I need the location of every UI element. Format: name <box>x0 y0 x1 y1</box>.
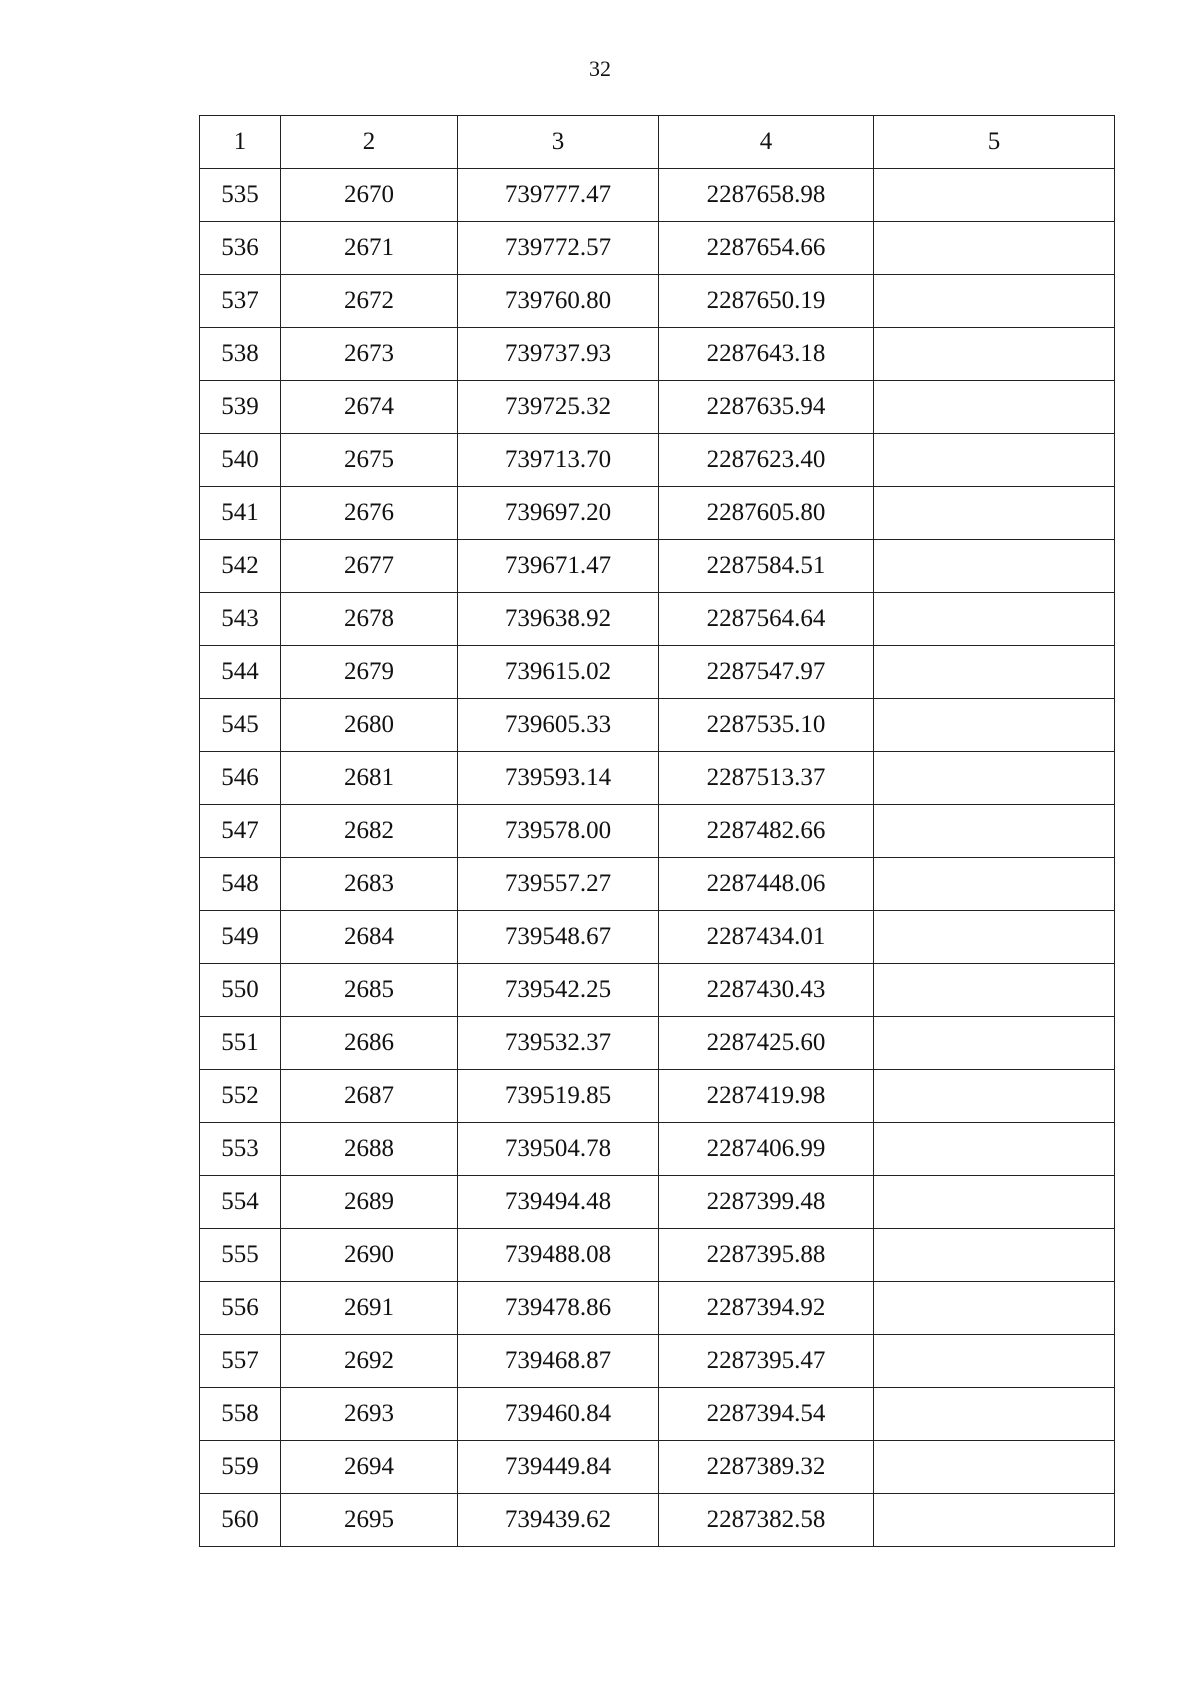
table-row <box>200 646 1115 699</box>
table-cell: 2287406.99 <box>659 1123 874 1176</box>
table-cell: 739737.93 <box>458 328 659 381</box>
table-cell: 739557.27 <box>458 858 659 911</box>
table-cell: 2287395.47 <box>659 1335 874 1388</box>
table-cell: 535 <box>200 169 281 222</box>
table-cell <box>874 964 1115 1017</box>
table-cell: 2287382.58 <box>659 1494 874 1547</box>
table-cell: 545 <box>200 699 281 752</box>
table-cell: 536 <box>200 222 281 275</box>
table-cell: 2682 <box>281 805 458 858</box>
table-cell: 739578.00 <box>458 805 659 858</box>
table-cell: 2287535.10 <box>659 699 874 752</box>
table-cell: 2670 <box>281 169 458 222</box>
table-cell: 552 <box>200 1070 281 1123</box>
table-cell: 2672 <box>281 275 458 328</box>
table-cell: 739593.14 <box>458 752 659 805</box>
table-cell: 541 <box>200 487 281 540</box>
table-cell <box>874 1282 1115 1335</box>
table-cell: 2287394.92 <box>659 1282 874 1335</box>
table-cell: 2681 <box>281 752 458 805</box>
header-row <box>200 116 1115 169</box>
table-cell: 558 <box>200 1388 281 1441</box>
table-row <box>200 1335 1115 1388</box>
table-cell: 2671 <box>281 222 458 275</box>
table-cell: 2689 <box>281 1176 458 1229</box>
table-cell: 537 <box>200 275 281 328</box>
table-row <box>200 1282 1115 1335</box>
table-cell: 540 <box>200 434 281 487</box>
table-row <box>200 1388 1115 1441</box>
table-cell <box>874 1494 1115 1547</box>
table-cell: 555 <box>200 1229 281 1282</box>
table-cell: 739772.57 <box>458 222 659 275</box>
table-cell: 739725.32 <box>458 381 659 434</box>
table-cell: 2690 <box>281 1229 458 1282</box>
table-cell: 2287482.66 <box>659 805 874 858</box>
table-cell: 2287419.98 <box>659 1070 874 1123</box>
table-cell: 739697.20 <box>458 487 659 540</box>
table-row <box>200 540 1115 593</box>
table-cell: 2287448.06 <box>659 858 874 911</box>
table-row <box>200 1123 1115 1176</box>
table-cell <box>874 328 1115 381</box>
table-cell: 2692 <box>281 1335 458 1388</box>
table-cell <box>874 752 1115 805</box>
table-cell: 2678 <box>281 593 458 646</box>
table-cell: 2674 <box>281 381 458 434</box>
table-cell: 2675 <box>281 434 458 487</box>
table-cell <box>874 1388 1115 1441</box>
table-cell: 739478.86 <box>458 1282 659 1335</box>
table-row <box>200 169 1115 222</box>
header-cell-1: 1 <box>200 116 281 169</box>
table-cell: 2694 <box>281 1441 458 1494</box>
table-cell: 2287434.01 <box>659 911 874 964</box>
table-cell: 2287399.48 <box>659 1176 874 1229</box>
table-cell <box>874 699 1115 752</box>
table-row <box>200 964 1115 1017</box>
table-cell: 739488.08 <box>458 1229 659 1282</box>
table-cell: 556 <box>200 1282 281 1335</box>
table-cell: 551 <box>200 1017 281 1070</box>
table-cell: 2685 <box>281 964 458 1017</box>
table-row <box>200 222 1115 275</box>
table-cell: 548 <box>200 858 281 911</box>
table-cell <box>874 381 1115 434</box>
table-cell: 2287394.54 <box>659 1388 874 1441</box>
table-row <box>200 1017 1115 1070</box>
table-row <box>200 328 1115 381</box>
table-cell: 739542.25 <box>458 964 659 1017</box>
table-cell <box>874 540 1115 593</box>
table-cell: 544 <box>200 646 281 699</box>
table-cell: 554 <box>200 1176 281 1229</box>
table-cell <box>874 1441 1115 1494</box>
table-body <box>200 169 1115 1547</box>
table-cell: 739671.47 <box>458 540 659 593</box>
table-cell: 547 <box>200 805 281 858</box>
table-cell: 2287605.80 <box>659 487 874 540</box>
table-row <box>200 1070 1115 1123</box>
table-row <box>200 911 1115 964</box>
table-cell: 2688 <box>281 1123 458 1176</box>
table-cell: 2683 <box>281 858 458 911</box>
table-cell <box>874 1017 1115 1070</box>
table-cell <box>874 805 1115 858</box>
table-cell: 739504.78 <box>458 1123 659 1176</box>
table-cell <box>874 1070 1115 1123</box>
table-cell: 2287643.18 <box>659 328 874 381</box>
table-cell: 739777.47 <box>458 169 659 222</box>
table-cell: 2287584.51 <box>659 540 874 593</box>
table-cell: 2287623.40 <box>659 434 874 487</box>
table-cell: 2287395.88 <box>659 1229 874 1282</box>
table-cell: 538 <box>200 328 281 381</box>
table-cell: 739548.67 <box>458 911 659 964</box>
table-row <box>200 1494 1115 1547</box>
table-cell: 2287654.66 <box>659 222 874 275</box>
table-cell: 549 <box>200 911 281 964</box>
table-row <box>200 699 1115 752</box>
table-cell: 2287389.32 <box>659 1441 874 1494</box>
table-cell: 739605.33 <box>458 699 659 752</box>
table-cell <box>874 911 1115 964</box>
table-cell: 2693 <box>281 1388 458 1441</box>
table-cell: 739439.62 <box>458 1494 659 1547</box>
table-cell: 2680 <box>281 699 458 752</box>
table-cell: 550 <box>200 964 281 1017</box>
table-cell <box>874 1335 1115 1388</box>
table-cell: 553 <box>200 1123 281 1176</box>
table-cell: 546 <box>200 752 281 805</box>
table-cell: 2679 <box>281 646 458 699</box>
table-cell: 560 <box>200 1494 281 1547</box>
table-row <box>200 1229 1115 1282</box>
table-cell: 739615.02 <box>458 646 659 699</box>
table-cell <box>874 646 1115 699</box>
table-row <box>200 1441 1115 1494</box>
table-cell: 2287430.43 <box>659 964 874 1017</box>
table-cell: 543 <box>200 593 281 646</box>
table-row <box>200 487 1115 540</box>
table-row <box>200 1176 1115 1229</box>
header-cell-3: 3 <box>458 116 659 169</box>
table-row <box>200 858 1115 911</box>
table-cell: 2287547.97 <box>659 646 874 699</box>
table-cell: 739638.92 <box>458 593 659 646</box>
table-cell: 539 <box>200 381 281 434</box>
table-cell: 2287635.94 <box>659 381 874 434</box>
table-cell: 2684 <box>281 911 458 964</box>
header-cell-2: 2 <box>281 116 458 169</box>
table-cell: 739494.48 <box>458 1176 659 1229</box>
table-cell <box>874 434 1115 487</box>
table-row <box>200 381 1115 434</box>
table-cell <box>874 169 1115 222</box>
coordinates-table <box>199 115 1115 1547</box>
table-cell: 2691 <box>281 1282 458 1335</box>
table-cell: 559 <box>200 1441 281 1494</box>
table-row <box>200 805 1115 858</box>
table-row <box>200 275 1115 328</box>
table-cell <box>874 275 1115 328</box>
table-cell <box>874 1229 1115 1282</box>
table-cell: 2677 <box>281 540 458 593</box>
table-header <box>200 116 1115 169</box>
table-row <box>200 593 1115 646</box>
table-cell: 557 <box>200 1335 281 1388</box>
table-cell: 739460.84 <box>458 1388 659 1441</box>
table-cell: 2695 <box>281 1494 458 1547</box>
table-cell: 2687 <box>281 1070 458 1123</box>
table-cell: 739713.70 <box>458 434 659 487</box>
table-cell <box>874 1123 1115 1176</box>
table-cell: 2673 <box>281 328 458 381</box>
table-cell: 739760.80 <box>458 275 659 328</box>
page-number: 32 <box>589 56 611 81</box>
table-cell: 2287658.98 <box>659 169 874 222</box>
table-cell <box>874 858 1115 911</box>
header-cell-4: 4 <box>659 116 874 169</box>
table-cell: 542 <box>200 540 281 593</box>
table-cell: 2287650.19 <box>659 275 874 328</box>
table-cell: 739449.84 <box>458 1441 659 1494</box>
table-row <box>200 752 1115 805</box>
table-cell: 739532.37 <box>458 1017 659 1070</box>
table-cell: 2287513.37 <box>659 752 874 805</box>
table-row <box>200 434 1115 487</box>
table-cell: 2676 <box>281 487 458 540</box>
header-cell-5: 5 <box>874 116 1115 169</box>
table-cell: 2287425.60 <box>659 1017 874 1070</box>
table-cell: 739519.85 <box>458 1070 659 1123</box>
table-cell: 2686 <box>281 1017 458 1070</box>
table-cell: 2287564.64 <box>659 593 874 646</box>
table-cell <box>874 1176 1115 1229</box>
table-cell: 739468.87 <box>458 1335 659 1388</box>
table-cell <box>874 593 1115 646</box>
table-cell <box>874 487 1115 540</box>
table-cell <box>874 222 1115 275</box>
